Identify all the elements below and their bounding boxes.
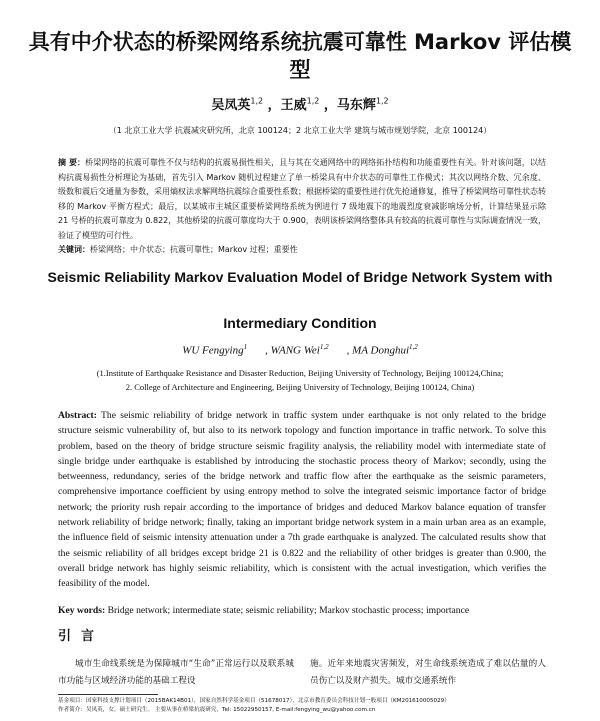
cn-author-3-sup: 1,2: [375, 96, 389, 106]
en-author-1-sup: 1: [243, 343, 248, 351]
en-author-3-sup: 1,2: [409, 343, 418, 351]
cn-author-1: 吴凤英: [211, 98, 251, 113]
cn-keywords-text: 桥梁网络；中介状态；抗震可靠性；Markov 过程；重要性: [90, 245, 298, 254]
en-author-2-sup: 1,2: [319, 343, 329, 351]
en-authors: [0, 343, 600, 357]
cn-keywords-label: 关键词：: [58, 245, 90, 254]
cn-author-2-sup: 1,2: [306, 96, 320, 106]
intro-column-left: 城市生命线系统是为保障城市“生命”正常运行以及联系城市功能与区域经济功能的基础工程设: [58, 659, 294, 686]
en-abstract-block: [58, 408, 546, 592]
intro-column-right: 施。近年来地震灾害频发，对生命线系统造成了难以估量的人员伤亡以及财产损失。城市交通系统作: [310, 659, 546, 686]
cn-title: 具有中介状态的桥梁网络系统抗震可靠性 Markov 评估模型: [28, 30, 572, 82]
footnote-author-bio: 作者简介：吴凤英，女，硕士研究生。 主要从事在桥梁抗震研究，Tel: 15022950157, E-mail:fengying_wu@yahoo.com.cn: [58, 707, 376, 713]
en-keywords-label: Key words:: [58, 605, 106, 616]
cn-author-2: 王威: [280, 98, 307, 113]
en-abstract-text: The seismic reliability of bridge network in traffic system under earthquake is not only related to the bridge structure seismic vulnerability of, but also to its network topology and function importance in traffic network. To solve this problem, based on the theory of bridge structure seismic fragility analysis, the reliability model with intermediate state of single bridge under earthquake is established by introducing the stochastic process theory of Markov; secondly, using the betweenness, redundancy, series of the bridge network and traffic flow after the earthquake as the seismic parameters, comprehensive importance coefficient by using entropy method to solve the integrated seismic importance factor of bridge network; the priority rush repair according to the importance of bridges and deduced Markov balance equation of transfer network reliability of bridge network; finally, taking an important bridge network system in a main urban area as an example, the influence field of seismic intensity attenuation under a 7th grade earthquake is analyzed. The calculated results show that the seismic reliability of all bridges except bridge 21 is 0.822 and the reliability of other bridges is greater than 0.900, the overall bridge network has highly seismic reliability, which is consistent with the actual investigation, which verifies the feasibility of the model.: [58, 410, 546, 590]
intro-heading: 引言: [58, 629, 105, 644]
cn-authors: 吴凤英$^{1,2}$ ，王威$^{1,2}$ ，马东辉$^{1,2}$: [211, 96, 389, 113]
footnote-divider: [58, 694, 158, 695]
en-author-3: , MA Donghui: [346, 344, 410, 357]
en-title: Seismic Reliability Markov Evaluation Model of Bridge Network System with Intermediary Condition: [47, 269, 553, 331]
footnote-funding: 基金项目：国家科技支撑计划项目（2015BAK14B01），国家自然科学基金项目（51678017），北京市教育委员会科技计划一般项目（KM201610005029）: [58, 698, 450, 704]
en-keywords-text: Bridge network; intermediate state; seismic reliability; Markov stochastic process; importance: [107, 605, 470, 616]
en-author-2: , WANG Wei: [265, 344, 320, 357]
en-keywords-block: [58, 605, 558, 616]
en-affiliation-1: (1.Institute of Earthquake Resistance and Disaster Reduction, Beijing University of Technology, Beijing 100124,China;: [96, 368, 504, 378]
cn-author-3: 马东辉: [336, 98, 376, 113]
cn-affiliation: （1 北京工业大学 抗震减灾研究所，北京 100124；2 北京工业大学 建筑与城市规划学院，北京 100124）: [108, 126, 492, 135]
en-affiliation: [40, 366, 560, 394]
cn-abstract-label: 摘 要：: [58, 158, 86, 167]
footnote: [58, 697, 558, 715]
en-abstract-label: Abstract:: [58, 410, 97, 421]
en-author-1: WU Fengying: [182, 344, 244, 357]
cn-abstract-text: 桥梁网络的抗震可靠性不仅与结构的抗震易损性相关，且与其在交通网络中的网络拓扑结构和功能重要性有关。针对该问题，以结构抗震易损性分析理论为基础，首先引入 Markov 随机过程建立了单一桥梁具有中介状态的可靠性工作模式；其次以网络介数、冗余度、级数和震后交通量为参数，采用熵权法求解网络抗震综合重要性系数；根据桥梁的重要性进行优先抢通修复，推导了桥梁网络可靠性状态转移的 Markov 平衡方程式；最后，以某城市主城区重要桥梁网络系统为例进行 7 级地震下的地震烈度衰减影响场分析，计算结果显示除 21 号桥的抗震可靠度为 0.822，其他桥梁的抗震可靠度均大于 0.900，表明该桥梁网络整体具有较高的抗震可靠性与实际调查情况一致，验证了模型的可行性。: [58, 158, 546, 240]
en-affiliation-2: 2. College of Architecture and Engineering, Beijing University of Technology, Beijing 100124, China): [125, 382, 475, 392]
cn-author-1-sup: 1,2: [250, 96, 264, 106]
cn-abstract-block: [58, 156, 546, 258]
